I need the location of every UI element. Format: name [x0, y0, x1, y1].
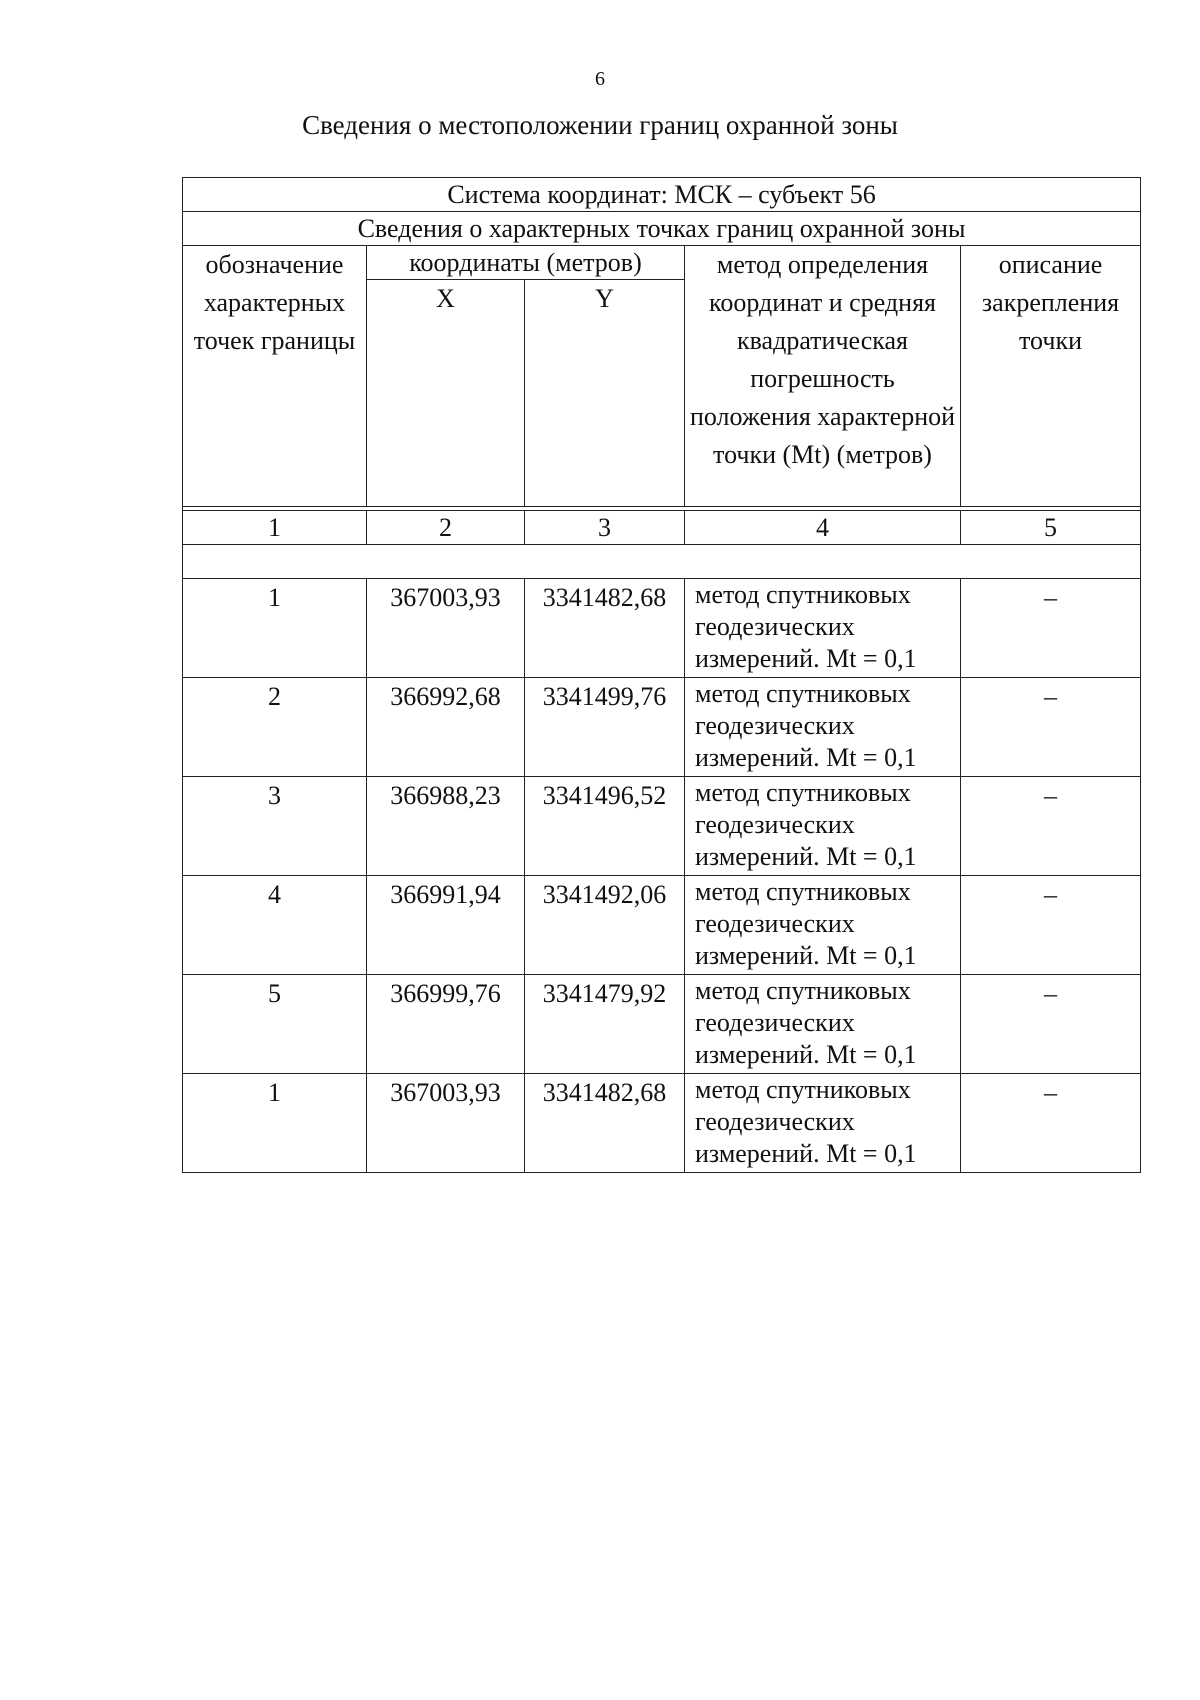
coordinate-y: 3341499,76 [525, 678, 685, 777]
coordinate-system-label: Система координат: МСК – субъект 56 [183, 178, 1141, 212]
point-number: 3 [183, 777, 367, 876]
table-row [183, 579, 1141, 678]
method-description: метод спутниковых геодезических измерений. Mt = 0,1 [685, 975, 961, 1074]
coordinate-y: 3341492,06 [525, 876, 685, 975]
table-row [183, 1074, 1141, 1173]
method-description: метод спутниковых геодезических измерений. Mt = 0,1 [685, 579, 961, 678]
point-number: 1 [183, 579, 367, 678]
empty-cell [183, 545, 1141, 579]
header-point-designation: обозначение характерных точек границы [183, 246, 367, 507]
empty-row [183, 545, 1141, 579]
table-row [183, 678, 1141, 777]
fixing-description: – [961, 975, 1141, 1074]
coordinate-y: 3341496,52 [525, 777, 685, 876]
header-x: X [367, 280, 525, 507]
page-number: 6 [595, 68, 605, 90]
method-description: метод спутниковых геодезических измерений. Mt = 0,1 [685, 876, 961, 975]
column-number: 4 [685, 511, 961, 545]
header-coordinates: координаты (метров) [367, 246, 685, 280]
header-row [183, 246, 1141, 280]
fixing-description: – [961, 579, 1141, 678]
fixing-description: – [961, 678, 1141, 777]
coordinate-x: 366999,76 [367, 975, 525, 1074]
point-number: 2 [183, 678, 367, 777]
fixing-description: – [961, 1074, 1141, 1173]
column-number: 2 [367, 511, 525, 545]
method-description: метод спутниковых геодезических измерений. Mt = 0,1 [685, 678, 961, 777]
fixing-description: – [961, 876, 1141, 975]
column-number: 3 [525, 511, 685, 545]
coordinate-x: 366988,23 [367, 777, 525, 876]
table-row [183, 975, 1141, 1074]
coordinate-x: 366992,68 [367, 678, 525, 777]
header-description: описание закрепления точки [961, 246, 1141, 507]
coordinate-system-row [183, 178, 1141, 212]
table-row [183, 876, 1141, 975]
fixing-description: – [961, 777, 1141, 876]
document-title: Сведения о местоположении границ охранной зоны [302, 110, 898, 140]
header-method: метод определения координат и средняя квадратическая погрешность положения характерной точки (Mt) (метров) [685, 246, 961, 507]
method-description: метод спутниковых геодезических измерений. Mt = 0,1 [685, 777, 961, 876]
method-description: метод спутниковых геодезических измерений. Mt = 0,1 [685, 1074, 961, 1173]
coordinate-y: 3341482,68 [525, 1074, 685, 1173]
column-numbers-row [183, 511, 1141, 545]
point-number: 5 [183, 975, 367, 1074]
coordinate-y: 3341482,68 [525, 579, 685, 678]
point-number: 1 [183, 1074, 367, 1173]
header-y: Y [525, 280, 685, 507]
point-number: 4 [183, 876, 367, 975]
coordinate-y: 3341479,92 [525, 975, 685, 1074]
table-row [183, 777, 1141, 876]
column-number: 5 [961, 511, 1141, 545]
coordinate-x: 367003,93 [367, 1074, 525, 1173]
info-label: Сведения о характерных точках границ охранной зоны [183, 212, 1141, 246]
coordinate-x: 367003,93 [367, 579, 525, 678]
coordinates-table [182, 177, 1141, 1173]
column-number: 1 [183, 511, 367, 545]
coordinate-x: 366991,94 [367, 876, 525, 975]
info-row [183, 212, 1141, 246]
